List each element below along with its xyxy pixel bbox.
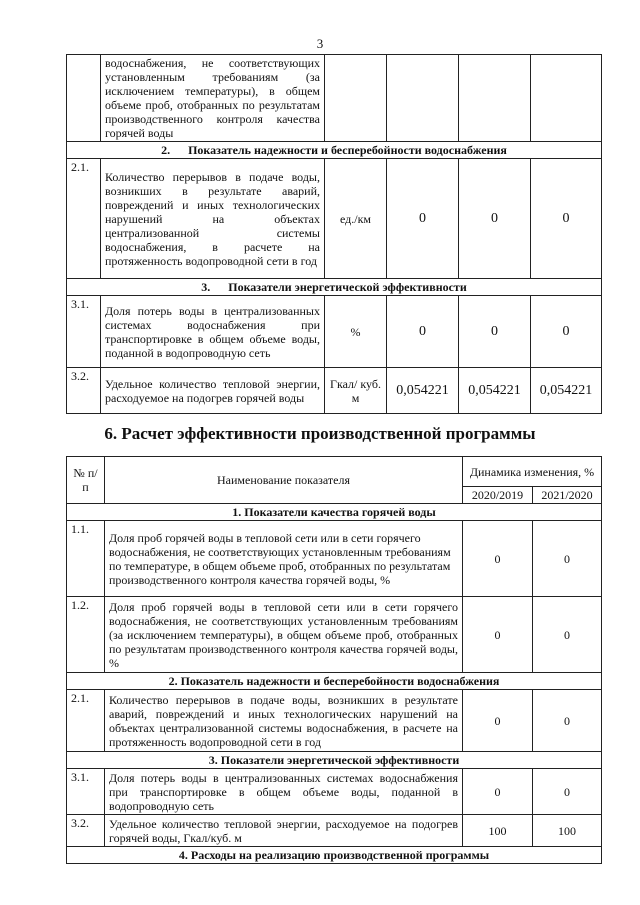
section-title: 2. Показатель надежности и бесперебойности водоснабжения (67, 142, 602, 159)
section-row (67, 847, 602, 864)
cell-text: Количество перерывов в подаче воды, возникших в результате аварий, повреждений и иных технологических нарушений на объектах централизованной системы водоснабжения, в расчете на протяженность водопроводной сети в год (101, 159, 325, 279)
cell-text: Доля проб горячей воды в тепловой сети или в сети горячего водоснабжения, не соответствующих установленным требованиям по температуре, в общем объеме проб, отобранных по результатам производственного контроля качества горячей воды, % (105, 521, 463, 597)
cell-text: Удельное количество тепловой энергии, расходуемое на подогрев горячей воды, Гкал/куб. м (105, 815, 463, 847)
cell-value: 0 (533, 521, 602, 597)
cell-num: 3.2. (67, 815, 105, 847)
header-year: 2021/2020 (533, 487, 602, 504)
table-row (67, 159, 602, 279)
header-row (67, 457, 602, 487)
indicators-table-continued (66, 54, 602, 414)
cell-value: 0 (531, 159, 602, 279)
cell-num (67, 55, 101, 142)
table-row (67, 368, 602, 414)
cell-value: 0 (533, 597, 602, 673)
cell-num: 2.1. (67, 159, 101, 279)
cell-value: 0 (463, 690, 533, 752)
cell-value: 0 (533, 690, 602, 752)
cell-num: 2.1. (67, 690, 105, 752)
section-row (67, 504, 602, 521)
cell-text: Доля проб горячей воды в тепловой сети или в сети горячего водоснабжения, не соответствующих установленным требованиям (за исключением температуры), в общем объеме проб, отобранных по результатам производственного контроля качества горячей воды, % (105, 597, 463, 673)
section-title: 3. Показатели энергетической эффективности (67, 279, 602, 296)
cell-text: водоснабжения, не соответствующих установленным требованиям (за исключением температуры), в общем объеме проб, отобранных по результатам производственного контроля качества горячей воды (101, 55, 325, 142)
table-row (67, 815, 602, 847)
cell-value: 0,054221 (387, 368, 459, 414)
header-num: № п/п (67, 457, 105, 504)
cell-text: Доля потерь воды в централизованных системах водоснабжения при транспортировке в общем объеме воды, поданной в водопроводную сеть (105, 769, 463, 815)
cell-value: 0 (463, 769, 533, 815)
cell-value: 0 (459, 159, 531, 279)
table-row (67, 597, 602, 673)
section-title: 1. Показатели качества горячей воды (67, 504, 602, 521)
section-title: 2. Показатель надежности и бесперебойности водоснабжения (67, 673, 602, 690)
cell-value: 0 (387, 296, 459, 368)
cell-value: 0 (463, 597, 533, 673)
cell-value: 0 (459, 296, 531, 368)
cell-num: 1.1. (67, 521, 105, 597)
section-row (67, 279, 602, 296)
cell-unit: Гкал/ куб. м (325, 368, 387, 414)
cell-text: Количество перерывов в подаче воды, возникших в результате аварий, повреждений и иных технологических нарушений на объектах централизованной системы водоснабжения, в расчете на протяженность водопроводной сети в год (105, 690, 463, 752)
cell-text: Удельное количество тепловой энергии, расходуемое на подогрев горячей воды (101, 368, 325, 414)
cell-num: 3.2. (67, 368, 101, 414)
cell-value: 0 (531, 296, 602, 368)
section-row (67, 673, 602, 690)
cell-value: 0 (463, 521, 533, 597)
page-number: 3 (316, 36, 324, 51)
cell-value: 100 (533, 815, 602, 847)
section-heading: 6. Расчет эффективности производственной программы (104, 424, 536, 443)
table-row (67, 55, 602, 142)
table-row (67, 769, 602, 815)
table-row (67, 521, 602, 597)
cell-value: 0,054221 (531, 368, 602, 414)
cell-value: 100 (463, 815, 533, 847)
table-row (67, 690, 602, 752)
section-row (67, 752, 602, 769)
header-name: Наименование показателя (105, 457, 463, 504)
cell-num: 3.1. (67, 769, 105, 815)
cell-num: 1.2. (67, 597, 105, 673)
section-title: 3. Показатели энергетической эффективности (67, 752, 602, 769)
cell-unit: ед./км (325, 159, 387, 279)
cell-value: 0 (387, 159, 459, 279)
cell-value: 0 (533, 769, 602, 815)
cell-text: Доля потерь воды в централизованных системах водоснабжения при транспортировке в общем объеме воды, поданной в водопроводную сеть (101, 296, 325, 368)
efficiency-table (66, 456, 602, 864)
cell-num: 3.1. (67, 296, 101, 368)
header-dynamics: Динамика изменения, % (463, 457, 602, 487)
section-title: 4. Расходы на реализацию производственной программы (67, 847, 602, 864)
cell-unit: % (325, 296, 387, 368)
header-year: 2020/2019 (463, 487, 533, 504)
section-row (67, 142, 602, 159)
table-row (67, 296, 602, 368)
cell-value: 0,054221 (459, 368, 531, 414)
